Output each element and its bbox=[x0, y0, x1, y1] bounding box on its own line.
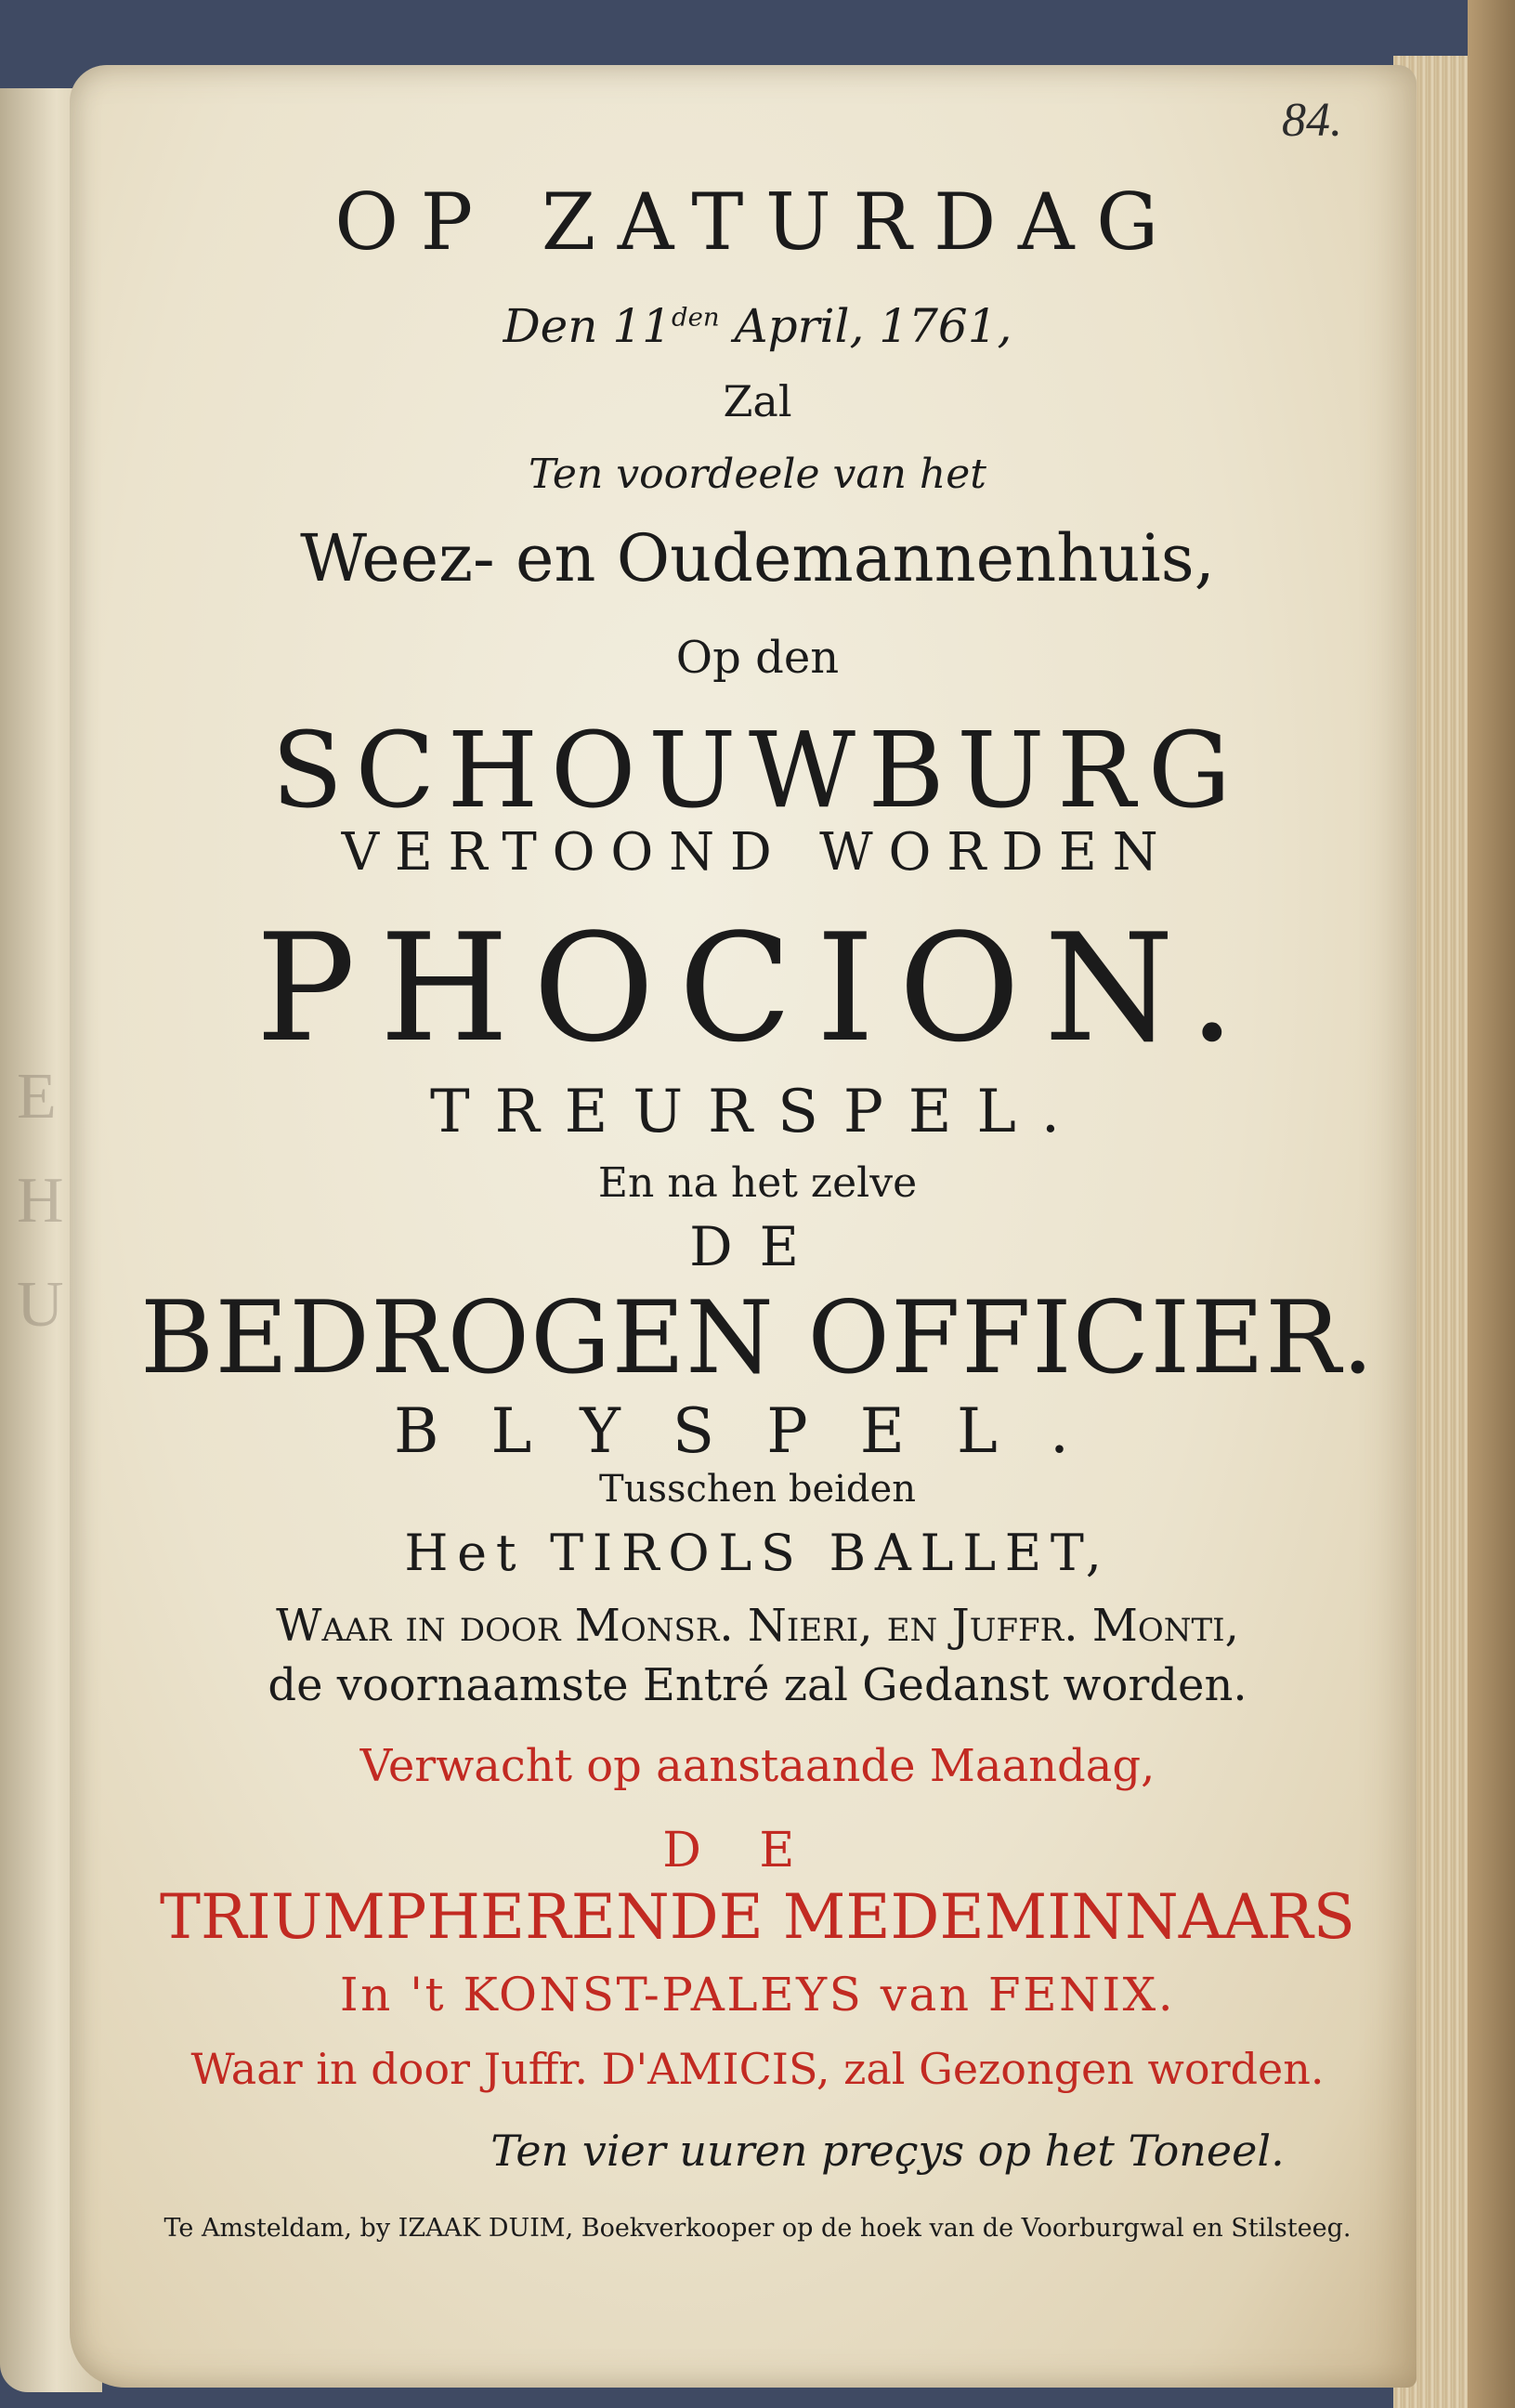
date-line: Den $11^{den}$ April, 1761, bbox=[503, 299, 1012, 353]
play-genre: TREURSPEL. bbox=[430, 1078, 1085, 1146]
facing-page-bleed-through: E H U bbox=[17, 1061, 64, 1341]
day-heading: OP ZATURDAG bbox=[334, 177, 1181, 268]
afterpiece-intro: En na het zelve bbox=[597, 1159, 918, 1207]
dance-line: de voornaamste Entré zal Gedanst worden. bbox=[268, 1659, 1247, 1711]
announcement-line: Verwacht op aanstaande Maandag, bbox=[359, 1740, 1156, 1792]
singer-line: Waar in door Juffr. D'AMICIS, zal Gezongen worden. bbox=[190, 2044, 1325, 2094]
institution-name: Weez- en Oudemannenhuis, bbox=[300, 520, 1215, 596]
next-play-subtitle: In 't KONST-PALEYS van FENIX. bbox=[339, 1968, 1176, 2022]
play-title: PHOCION. bbox=[255, 901, 1260, 1075]
next-de-article: DE bbox=[662, 1823, 853, 1878]
afterpiece-genre: BLYSPEL. bbox=[393, 1395, 1122, 1467]
next-play-title: TRIUMPHERENDE MEDEMINNAARS bbox=[159, 1881, 1356, 1953]
time-line: Ten vier uuren preçys op het Toneel. bbox=[490, 2126, 1285, 2176]
dancers-line: Waar in door Monsr. Nieri, en Juffr. Monti, bbox=[276, 1600, 1239, 1652]
zal-line: Zal bbox=[723, 376, 792, 426]
afterpiece-title: BEDROGEN OFFICIER. bbox=[140, 1280, 1375, 1396]
venue-name: SCHOUWBURG bbox=[271, 711, 1244, 831]
between-line: Tusschen beiden bbox=[599, 1468, 916, 1511]
performed-line: VERTOOND WORDEN bbox=[341, 822, 1174, 883]
de-article: DE bbox=[689, 1215, 826, 1278]
ballet-line: Het TIROLS BALLET, bbox=[404, 1524, 1111, 1582]
printer-imprint: Te Amsteldam, by IZAAK DUIM, Boekverkooper op de hoek van de Voorburgwal en Stilsteeg. bbox=[163, 2214, 1352, 2243]
folio-number: 84. bbox=[1282, 94, 1342, 147]
op-den-line: Op den bbox=[675, 632, 840, 684]
benefit-line: Ten voordeele van het bbox=[529, 451, 986, 498]
